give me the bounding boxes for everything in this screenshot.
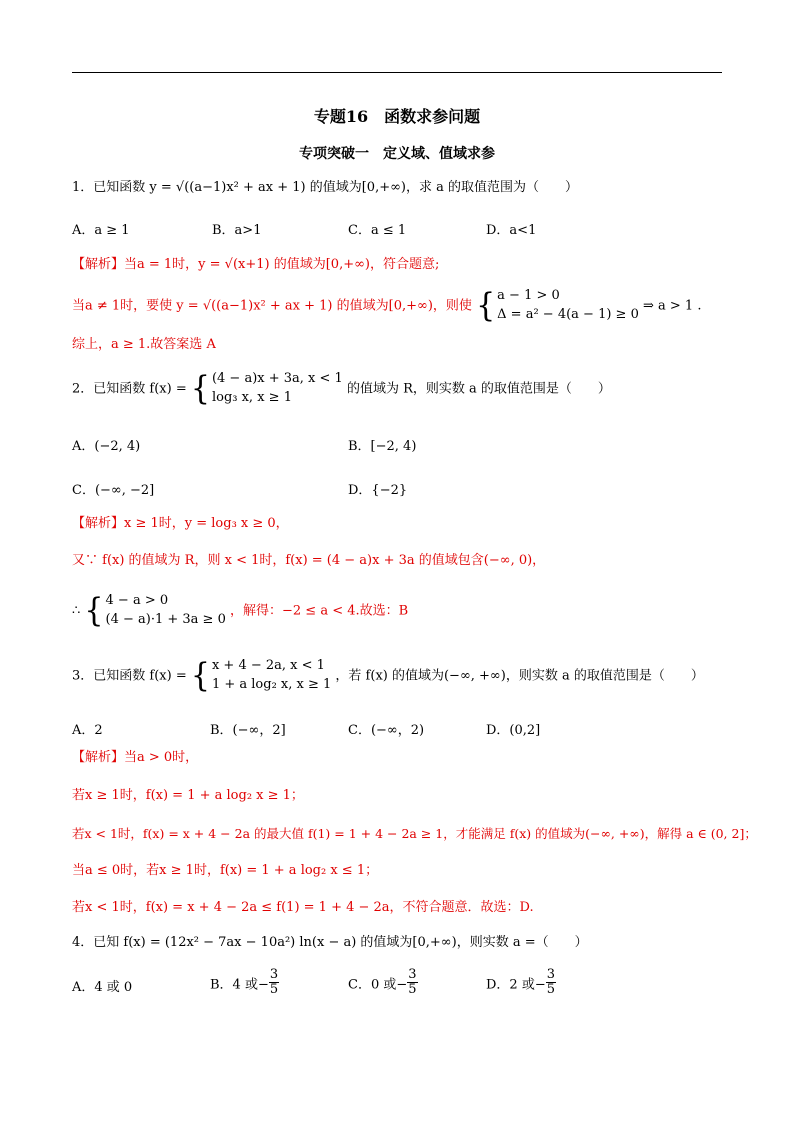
question-3-solution-line-4: 当a ≤ 0时，若x ≥ 1时，f(x) = 1 + a log₂ x ≤ 1； <box>72 863 379 878</box>
question-1-solution-line-3: 综上，a ≥ 1.故答案选 A <box>72 337 216 352</box>
question-3-option-c: C．(−∞，2) <box>348 723 425 738</box>
question-4-option-c: C．0 或− $\frac{3}{5}$ <box>348 967 417 998</box>
question-1-option-b: B．a>1 <box>212 223 262 238</box>
question-2-solution-line-3: ∴ { 4 − a > 0 (4 − a)·1 + 3a ≥ 0 ，解得：−2 ≤ a < 4.故选：B <box>72 591 409 630</box>
question-1-option-a: A．a ≥ 1 <box>72 223 130 238</box>
question-2-option-c: C．(−∞, −2] <box>72 483 155 498</box>
question-2-solution-line-2: 又∵ f(x) 的值域为 R，则 x < 1时，f(x) = (4 − a)x + 3a 的值域包含(−∞, 0)， <box>72 553 546 568</box>
question-1-solution-line-2: 当a ≠ 1时，要使 y = √((a−1)x² + ax + 1) 的值域为[0,+∞)，则使 { a − 1 > 0 Δ = a² − 4(a − 1) ≥ 0 ⇒ a > 1 . <box>72 286 702 325</box>
question-3-solution-line-5: 若x < 1时，f(x) = x + 4 − 2a ≤ f(1) = 1 + 4 − 2a，不符合题意．故选：D. <box>72 900 534 915</box>
question-4-option-a: A．4 或 0 <box>72 980 133 995</box>
page-title: 专题16 函数求参问题 <box>313 107 481 126</box>
question-2-option-d: D．{−2} <box>348 483 408 498</box>
question-1-stem: 1．已知函数 y = √((a−1)x² + ax + 1) 的值域为[0,+∞)，求 a 的取值范围为（ ） <box>72 180 579 195</box>
question-3-option-a: A．2 <box>72 723 103 738</box>
question-1-option-d: D．a<1 <box>486 223 537 238</box>
header-rule <box>72 72 722 73</box>
question-1-option-c: C．a ≤ 1 <box>348 223 407 238</box>
question-3-option-b: B．(−∞，2] <box>210 723 286 738</box>
question-4-option-d: D．2 或− $\frac{3}{5}$ <box>486 967 556 998</box>
question-2-option-b: B．[−2, 4) <box>348 439 417 454</box>
question-4-option-b: B．4 或− $\frac{3}{5}$ <box>210 967 279 998</box>
question-4-stem: 4．已知 f(x) = (12x² − 7ax − 10a²) ln(x − a) 的值域为[0,+∞)，则实数 a =（ ） <box>72 935 588 950</box>
question-2-stem: 2．已知函数 f(x) = { (4 − a)x + 3a, x < 1 log₃ x, x ≥ 1 的值域为 R，则实数 a 的取值范围是（ ） <box>72 369 611 408</box>
question-3-stem: 3．已知函数 f(x) = { x + 4 − 2a, x < 1 1 + a log₂ x, x ≥ 1 ，若 f(x) 的值域为(−∞, +∞)，则实数 a 的取值范围是（ ） <box>72 656 704 695</box>
section-subtitle: 专项突破一 定义域、值域求参 <box>299 146 495 162</box>
question-3-option-d: D．(0,2] <box>486 723 541 738</box>
question-1-solution-line-1: 【解析】当a = 1时，y = √(x+1) 的值域为[0,+∞)，符合题意; <box>72 257 440 272</box>
question-2-solution-line-1: 【解析】x ≥ 1时，y = log₃ x ≥ 0， <box>72 516 289 531</box>
question-2-option-a: A．(−2, 4) <box>72 439 141 454</box>
question-3-solution-line-3: 若x < 1时，f(x) = x + 4 − 2a 的最大值 f(1) = 1 + 4 − 2a ≥ 1，才能满足 f(x) 的值域为(−∞, +∞)，解得 a ∈ (0, 2]； <box>72 826 757 841</box>
question-3-solution-line-2: 若x ≥ 1时，f(x) = 1 + a log₂ x ≥ 1； <box>72 788 304 803</box>
question-3-solution-line-1: 【解析】当a > 0时， <box>72 750 199 765</box>
